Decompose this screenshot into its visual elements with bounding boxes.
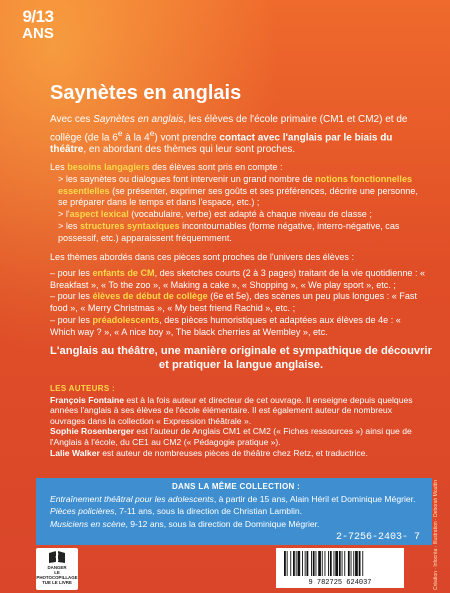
barcode-bar xyxy=(344,551,345,576)
authors-heading: LES AUTEURS : xyxy=(50,384,115,393)
themes-section xyxy=(50,252,428,339)
barcode-bar xyxy=(334,551,335,576)
author-name: François Fontaine xyxy=(50,394,125,405)
credits: Création · Infocréa · Illustration · Deborah Mouttin xyxy=(433,479,439,590)
needs-highlight: besoins langagiers xyxy=(67,162,150,172)
intro-text: , les élèves de l'école primaire (CM1 et CM2) et de collège (de la 6 xyxy=(50,114,408,143)
needs-text: Les xyxy=(50,162,68,172)
theme-text: (6e et 5e), des scènes un peu plus longues : « Fast food », « Merry Christmas », « My best friend Rachid », etc. ; xyxy=(50,291,417,314)
collection-item-details: , 7-11 ans, sous la direction de Christian Lamblin. xyxy=(114,506,303,517)
needs-text: (vocabulaire, verbe) est adapté à chaque niveau de classe ; xyxy=(128,209,372,220)
author-bio: est l'auteur de Anglais CM1 et CM2 (« Fiches ressources ») ainsi que de l'Anglais à l'école, du CE1 au CM2 (« Pédagogie pratique »). xyxy=(50,426,412,447)
intro-highlight: contact avec l'anglais par le biais du théâtre xyxy=(50,131,393,156)
intro-text: Avec ces xyxy=(50,114,94,125)
barcode-bar xyxy=(296,551,297,576)
intro-paragraph xyxy=(50,114,428,157)
danger-line: TUE LE LIVRE xyxy=(42,580,72,585)
barcode-bar xyxy=(298,551,301,576)
collection-item-title: Entraînement théâtral pour les adolescents xyxy=(50,493,214,504)
collection-item xyxy=(50,494,422,505)
barcode-bar xyxy=(305,551,306,576)
needs-highlight: notions fonctionnelles essentielles xyxy=(58,173,413,196)
collection-item-title: Musiciens en scène xyxy=(50,518,126,529)
needs-text: incontournables (forme négative, interro-négative, cas possessif, etc.) apparaissent fréquemment. xyxy=(58,220,400,243)
needs-item xyxy=(58,221,428,245)
intro-title-ref: Saynètes en anglais xyxy=(93,114,184,125)
barcode-bar xyxy=(307,551,309,576)
theme-text: – pour les xyxy=(50,314,93,325)
barcode-bar xyxy=(328,551,329,576)
theme-item xyxy=(50,291,428,315)
needs-text: > l' xyxy=(58,209,70,220)
barcode-number: 9 782725 624037 xyxy=(308,579,372,587)
collection-item-details: , à partir de 15 ans, Alain Héril et Dominique Mégrier. xyxy=(213,493,416,504)
barcode-bar xyxy=(322,551,323,576)
themes-intro: Les thèmes abordés dans ces pièces sont proches de l'univers des élèves : xyxy=(50,252,355,262)
needs-intro xyxy=(50,162,428,174)
barcode-bar xyxy=(325,551,326,576)
theme-item xyxy=(50,268,428,292)
barcode-bar xyxy=(290,551,291,576)
needs-item xyxy=(58,209,428,221)
authors-section xyxy=(50,384,428,458)
author-entry xyxy=(50,395,428,427)
collection-item-title: Pièces policières xyxy=(50,506,115,517)
intro-sup: e xyxy=(149,127,155,138)
collection-item xyxy=(50,519,422,530)
theme-highlight: préadolescents xyxy=(92,314,160,325)
barcode-bars xyxy=(276,548,404,578)
needs-text: > les saynètes ou dialogues font intervenir un grand nombre de xyxy=(58,173,316,184)
theme-highlight: élèves de début de collège xyxy=(92,291,208,302)
theme-item xyxy=(50,315,428,339)
barcode-bar xyxy=(293,551,295,576)
author-bio: est auteur de nombreuses pièces de théâtre chez Retz, et traductrice. xyxy=(99,447,368,458)
needs-text: > les xyxy=(58,220,80,231)
needs-item xyxy=(58,174,428,209)
needs-text: (se présenter, exprimer ses goûts et ses préférences, décrire une personne, se préparer dans le temps et dans l'espace, etc.) ; xyxy=(58,185,418,208)
needs-highlight: aspect lexical xyxy=(69,209,129,220)
collection-item xyxy=(50,506,422,517)
author-bio: est à la fois auteur et directeur de cet ouvrage. Il enseigne depuis quelques années l'anglais à ses élèves de l'école élémentaire. Il est également auteur de nombreux ouvrages dans la collection « Expression théâtrale ». xyxy=(50,394,413,426)
barcode-bar xyxy=(330,551,332,576)
theme-text: , des sketches courts (2 à 3 pages) traitant de la vie quotidienne : « Breakfast », « To the zoo », « Making a cake », « Shopping », « We play sport », etc. ; xyxy=(50,267,426,290)
barcode-bar xyxy=(355,551,358,576)
barcode-bar xyxy=(302,551,303,576)
age-unit: ANS xyxy=(22,25,54,42)
barcode-bar xyxy=(362,551,363,576)
broken-book-icon xyxy=(48,550,66,564)
theme-text: – pour les xyxy=(50,291,93,302)
danger-line: PHOTOCOPILLAGE xyxy=(36,575,78,580)
intro-text: ) vont prendre xyxy=(154,131,220,143)
barcode xyxy=(276,548,404,588)
barcode-bar xyxy=(348,551,350,576)
barcode-bar xyxy=(339,551,341,576)
age-badge xyxy=(14,8,62,41)
needs-highlight: structures syntaxiques xyxy=(80,220,180,231)
author-name: Sophie Rosenberger xyxy=(50,426,135,437)
barcode-bar xyxy=(359,551,361,576)
isbn: 2-7256-2403- 7 xyxy=(335,532,420,543)
needs-section xyxy=(50,162,428,245)
author-entry xyxy=(50,448,428,459)
age-range: 9/13 xyxy=(22,7,54,26)
danger-line: DANGER xyxy=(47,565,67,570)
barcode-bar xyxy=(313,551,315,576)
theme-text: , des pièces humoristiques et adaptées aux élèves de 4e : « Which way ? », « A nice boy », The black cherries at Wembley », etc. xyxy=(50,314,401,337)
collection-heading: DANS LA MÊME COLLECTION : xyxy=(171,482,301,491)
needs-text: des élèves sont pris en compte : xyxy=(149,162,283,172)
book-title: Saynètes en anglais xyxy=(50,82,242,104)
author-entry xyxy=(50,426,428,447)
barcode-bar xyxy=(353,551,354,576)
barcode-bar xyxy=(351,551,352,576)
barcode-bar xyxy=(318,551,321,576)
slogan: L'anglais au théâtre, une manière originale et sympathique de découvrir et pratiquer la langue anglaise. xyxy=(50,345,432,371)
barcode-bar xyxy=(284,551,286,576)
danger-photocopy-logo xyxy=(36,548,78,590)
barcode-bar xyxy=(335,551,338,576)
danger-line: LE xyxy=(54,570,60,575)
needs-list xyxy=(50,174,428,245)
intro-text: , en abordant des thèmes qui leur sont proches. xyxy=(83,144,296,156)
collection-item-details: , 9-12 ans, sous la direction de Dominique Mégrier. xyxy=(125,518,320,529)
barcode-bar xyxy=(316,551,317,576)
theme-text: – pour les xyxy=(50,267,93,278)
intro-sup: e xyxy=(117,127,123,138)
barcode-bar xyxy=(287,551,288,576)
barcode-bar xyxy=(311,551,312,576)
author-name: Lalie Walker xyxy=(50,447,100,458)
theme-highlight: enfants de CM xyxy=(92,267,155,278)
barcode-bar xyxy=(342,551,343,576)
intro-text: à la 4 xyxy=(122,131,150,143)
